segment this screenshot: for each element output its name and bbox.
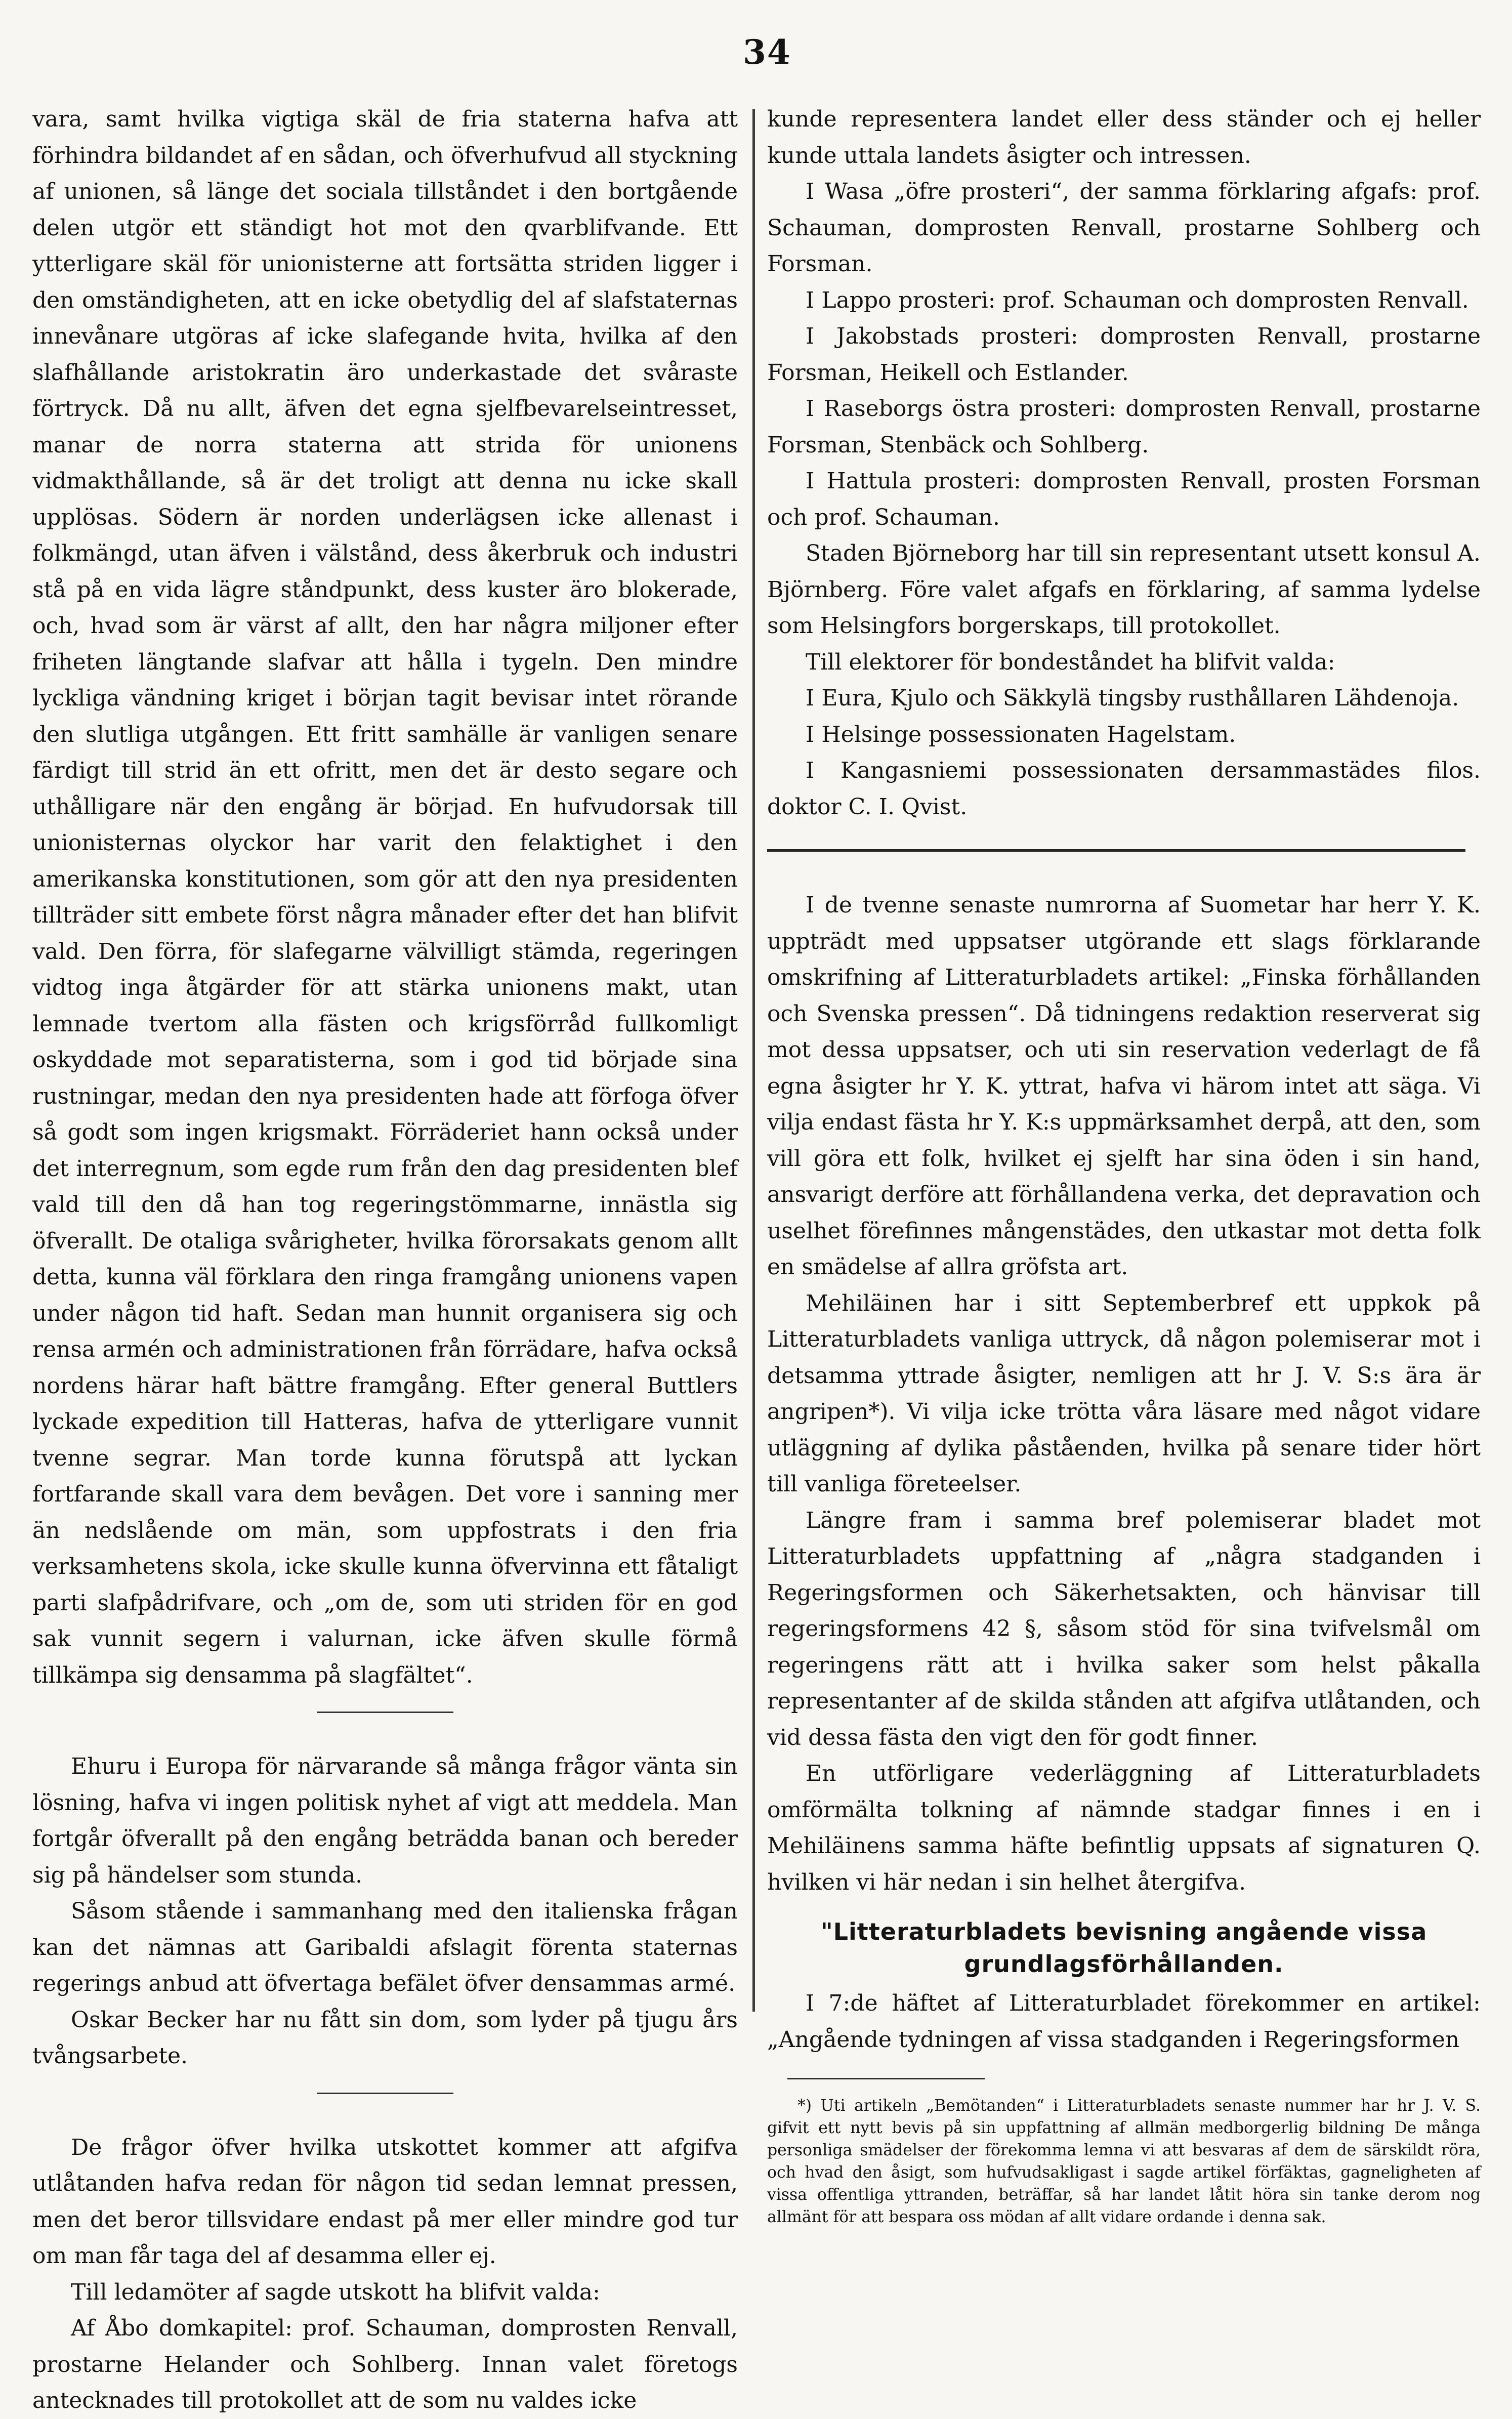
paragraph: Till ledamöter af sagde utskott ha blifvit valda: bbox=[71, 2279, 600, 2305]
paragraph: I Jakobstads prosteri: domprosten Renvall, prostarne Forsman, Heikell och Estlander. bbox=[767, 323, 1481, 386]
paragraph: I Raseborgs östra prosteri: domprosten Renvall, prostarne Forsman, Stenbäck och Sohlberg. bbox=[767, 396, 1481, 458]
right-column bbox=[767, 101, 1481, 2228]
paragraph: I Lappo prosteri: prof. Schauman och domprosten Renvall. bbox=[806, 287, 1469, 313]
paragraph: En utförligare vederläggning af Litteraturbladets omförmälta tolkning af nämnde stadgar finnes i en i Mehiläinens samma häfte befintlig uppsats af signaturen Q. hvilken vi här nedan i sin helhet återgifva. bbox=[767, 1761, 1481, 1895]
column-divider bbox=[752, 109, 755, 2012]
paragraph: Oskar Becker har nu fått sin dom, som lyder på tjugu års tvångsarbete. bbox=[32, 2007, 738, 2069]
paragraph: I Wasa „öfre prosteri“, der samma förklaring afgafs: prof. Schauman, domprosten Renvall, prostarne Sohlberg och Forsman. bbox=[767, 179, 1481, 277]
paragraph: I de tvenne senaste numrorna af Suometar har herr Y. K. uppträdt med uppsatser utgörande ett slags förklarande omskrifning af Litteraturbladets artikel: „Finska förhållanden och Svenska pressen“. Då tidningens redaktion reserverat sig mot dessa uppsatser, och uti sin reservation vederlagt de få egna åsigter hr Y. K. yttrat, hafva vi härom intet att säga. Vi vilja endast fästa hr Y. K:s uppmärksamhet derpå, att den, som vill göra ett folk, hvilket ej sjelft har sina öden i sin hand, ansvarigt derföre att förhållandena verka, det depravation och uselhet förefinnes mångenstädes, den utkastar mot detta folk en smädelse af allra gröfsta art. bbox=[767, 892, 1481, 1280]
paragraph: Längre fram i samma bref polemiserar bladet mot Litteraturbladets uppfattning af „några stadganden i Regeringsformen och Säkerhetsakten, och hänvisar till regeringsformens 42 §, såsom stöd för sina tvifvelsmål om regeringens rätt att i hvilka saker som helst påkalla representanter af de skilda stånden att afgifva utlåtanden, och vid dessa fästa den vigt den för godt finner. bbox=[767, 1507, 1481, 1750]
paragraph: I Hattula prosteri: domprosten Renvall, prosten Forsman och prof. Schauman. bbox=[767, 468, 1481, 530]
paragraph: I Eura, Kjulo och Säkkylä tingsby rusthållaren Lähdenoja. bbox=[806, 685, 1459, 711]
footnote bbox=[767, 2095, 1481, 2228]
section-divider bbox=[317, 1712, 453, 1713]
paragraph: I Kangasniemi possessionaten dersammastädes filos. doktor C. I. Qvist. bbox=[767, 758, 1481, 820]
paragraph: I Helsinge possessionaten Hagelstam. bbox=[806, 721, 1236, 747]
paragraph: Mehiläinen har i sitt Septemberbref ett uppkok på Litteraturbladets vanliga uttryck, då någon polemiserar mot i detsamma yttrade åsigter, nemligen att hr J. V. S:s ära är angripen*). Vi vilja icke trötta våra läsare med något vidare utläggning af dylika påståenden, hvilka på senare tider hört till vanliga företeelser. bbox=[767, 1290, 1481, 1497]
paragraph: vara, samt hvilka vigtiga skäl de fria staterna hafva att förhindra bildandet af en sådan, och öfverhufvud all styckning af unionen, så länge det sociala tillståndet i den bortgående delen utgör ett ständigt hot mot den qvarblifvande. Ett ytterligare skäl för unionisterne att fortsätta striden ligger i den omständigheten, att en icke obetydlig del af slafstaternas innevånare utgöras af icke slafegande hvita, hvilka af den slafhållande aristokratin äro underkastade det svåraste förtryck. Då nu allt, äfven det egna sjelfbevarelseintresset, manar de norra staterna att strida för unionens vidmakthållande, så är det troligt att denna nu icke skall upplösas. Södern är norden underlägsen icke allenast i folkmängd, utan äfven i välstånd, dess åkerbruk och industri stå på en vida lägre ståndpunkt, dess kuster äro blokerade, och, hvad som är värst af allt, den har några miljoner efter friheten längtande slafvar att hålla i tygeln. Den mindre lyckliga vändning kriget i början tagit bevisar intet rörande den slutliga utgången. Ett fritt samhälle är vanligen senare färdigt till strid än ett ofritt, men det är desto segare och uthålligare när den engång är börjad. En hufvudorsak till unionisternas olyckor har varit den felaktighet i den amerikanska konstitutionen, som gör att den nya presidenten tillträder sitt embete först några månader efter det han blifvit vald. Den förra, för slafegarne välvilligt stämda, regeringen vidtog inga åtgärder för att stärka unionens makt, utan lemnade tvertom alla fästen och krigsförråd fullkomligt oskyddade mot separatisterna, som i god tid började sina rustningar, medan den nya presidenten hade att förfoga öfver så godt som ingen krigsmakt. Förräderiet hann också under det interregnum, som egde rum från den dag presidenten blef vald till den då han tog regeringstömmarne, innästla sig öfverallt. De otaliga svårigheter, hvilka förorsakats genom allt detta, kunna väl förklara den ringa framgång unionens vapen under någon tid haft. Sedan man hunnit organisera sig och rensa armén och administrationen från förrädare, hafva också nordens härar haft bättre framgång. Efter general Buttlers lyckade expedition till Hatteras, hafva de ytterligare vunnit tvenne segrar. Man torde kunna förutspå att lyckan fortfarande skall vara dem bevågen. Det vore i sanning mer än nedslående om män, som uppfostrats i den fria verksamhetens skola, icke skulle kunna öfvervinna ett fåtaligt parti slafpådrifvare, och „om de, som uti striden för en god sak vunnit segern i valurnan, icke äfven skulle förmå tillkämpa sig densamma på slagfältet“. bbox=[32, 106, 738, 1688]
paragraph: Till elektorer för bondeståndet ha blifvit valda: bbox=[806, 649, 1335, 675]
page-number: 34 bbox=[743, 32, 791, 72]
paragraph: kunde representera landet eller dess ständer och ej heller kunde uttala landets åsigter och intressen. bbox=[767, 106, 1481, 169]
section-divider bbox=[317, 2093, 453, 2094]
left-column bbox=[32, 101, 738, 2419]
paragraph: Såsom stående i sammanhang med den italienska frågan kan det nämnas att Garibaldi afslagit förenta staternas regerings anbud att öfvertaga befälet öfver densammas armé. bbox=[32, 1898, 738, 1996]
article-heading: "Litteraturbladets bevisning angående vissa grundlagsförhållanden. bbox=[820, 1918, 1427, 1978]
footnote-text: *) Uti artikeln „Bemötanden“ i Litteraturbladets senaste nummer har hr J. V. S. gifvit ett nytt bevis på sin uppfattning af allmän medborgerlig bildning De många personliga smädelser der förekomma lemna vi att besvaras af dem de särskildt röra, och hvad den åsigt, som hufvudsakligast i sagde artikel förfäktas, gagneligheten af vissa offentliga yttranden, beträffar, så har landet låtit höra sin tanke derom nog allmänt för att bespara oss mödan af allt vidare ordande i denna sak. bbox=[767, 2097, 1481, 2226]
paragraph: De frågor öfver hvilka utskottet kommer att afgifva utlåtanden hafva redan för någon tid sedan lemnat pressen, men det beror tillsvidare endast på mer eller mindre god tur om man får taga del af desamma eller ej. bbox=[32, 2134, 738, 2269]
paragraph: I 7:de häftet af Litteraturbladet förekommer en artikel: „Angående tydningen af vissa stadganden i Regeringsformen bbox=[767, 1990, 1481, 2053]
footnote-divider bbox=[787, 2078, 985, 2079]
paragraph: Ehuru i Europa för närvarande så många frågor vänta sin lösning, hafva vi ingen politisk nyhet af vigt att meddela. Man fortgår öfverallt på den engång beträdda banan och bereder sig på händelser som stunda. bbox=[32, 1754, 738, 1888]
paragraph: Af Åbo domkapitel: prof. Schauman, domprosten Renvall, prostarne Helander och Sohlberg. Innan valet företogs antecknades till protokollet att de som nu valdes icke bbox=[32, 2315, 738, 2413]
section-divider bbox=[767, 849, 1465, 852]
paragraph: Staden Björneborg har till sin representant utsett konsul A. Björnberg. Före valet afgafs en förklaring, af samma lydelse som Helsingfors borgerskaps, till protokollet. bbox=[767, 540, 1481, 639]
